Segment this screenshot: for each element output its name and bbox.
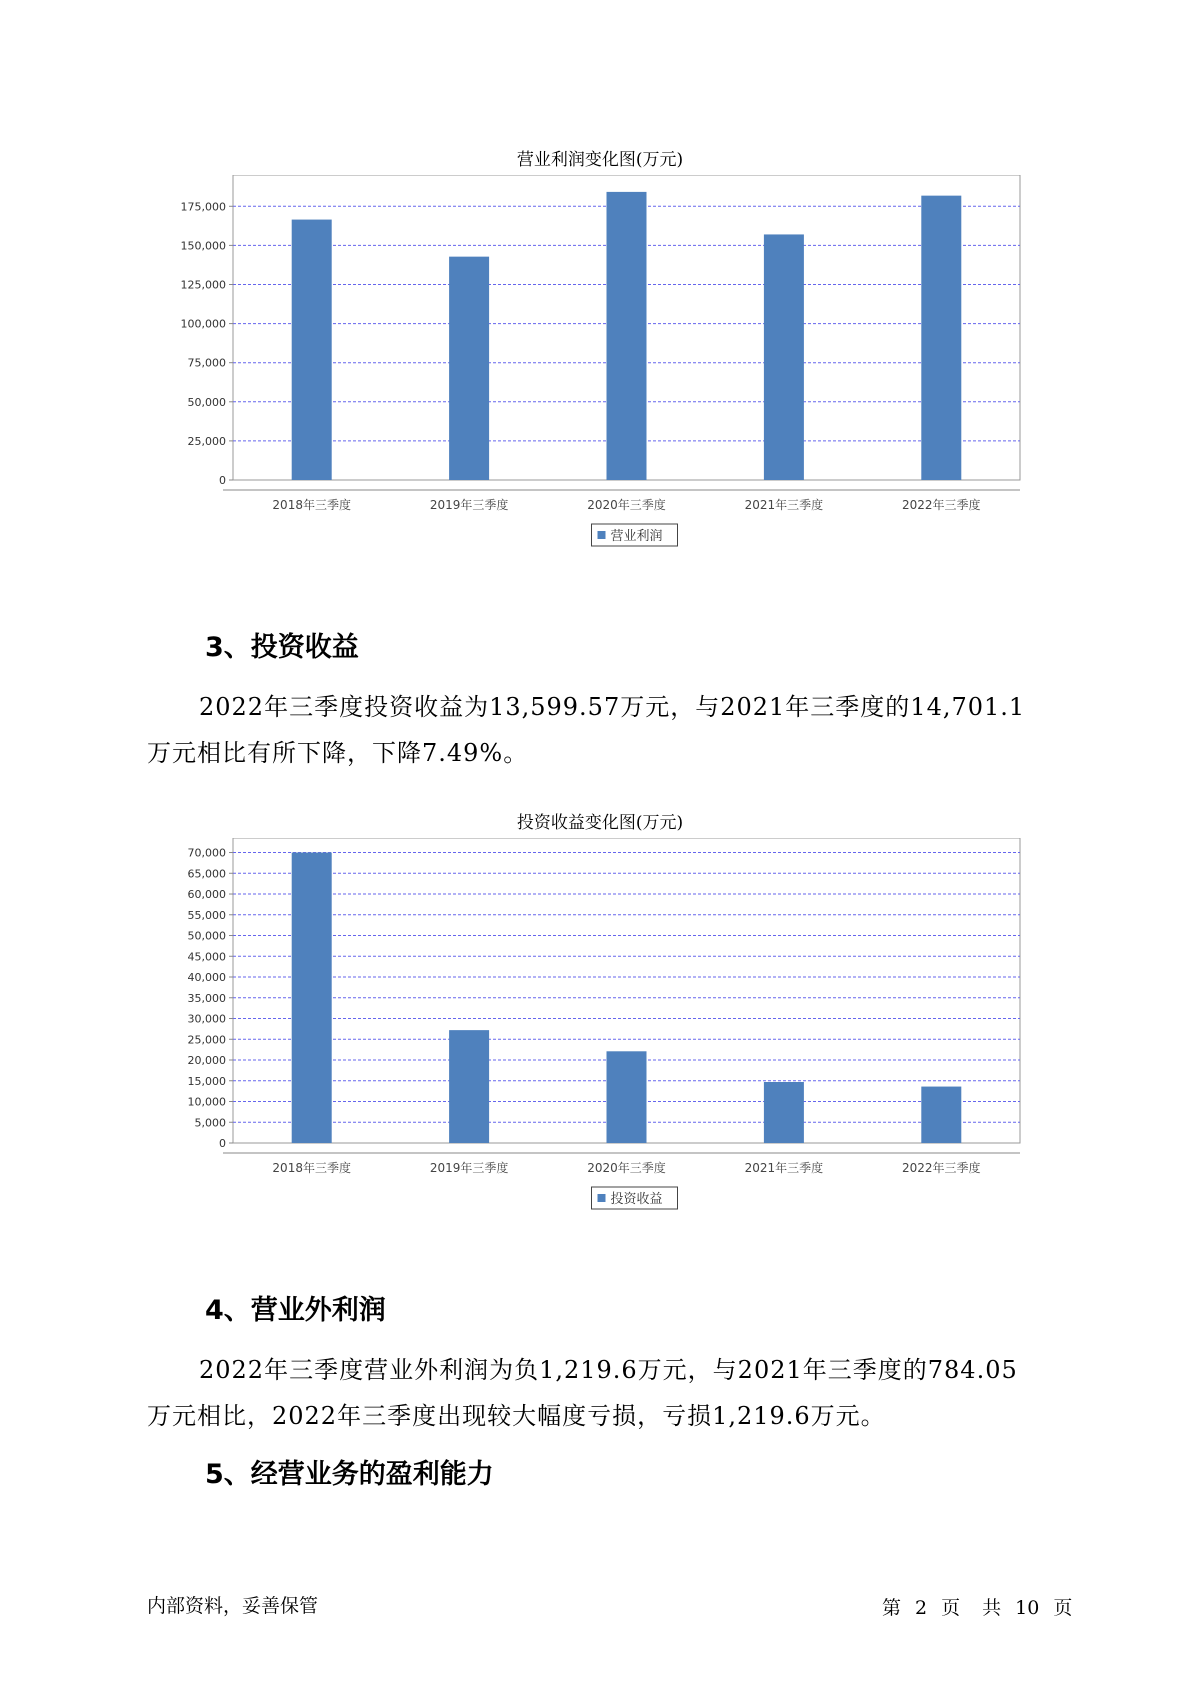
paragraph-investment-income [147,684,1062,776]
investment-income-chart [150,808,1050,1248]
paragraph-line: 万元相比有所下降，下降7.49%。 [147,739,529,767]
bar [292,853,332,1143]
paragraph-line: 2022年三季度投资收益为13,599.57万元，与2021年三季度的14,701.1 [199,693,1026,721]
x-tick-label: 2018年三季度 [272,498,351,512]
legend-swatch [598,1194,606,1202]
y-tick-label: 25,000 [187,434,226,448]
total-pages: 10 [1015,1597,1040,1619]
y-tick-label: 65,000 [187,867,226,881]
y-tick-label: 30,000 [187,1012,226,1026]
legend-label: 营业利润 [610,529,663,544]
y-tick-label: 35,000 [187,991,226,1005]
operating-profit-chart-svg [150,175,1050,585]
bar [449,257,489,480]
legend-swatch [598,531,606,539]
y-tick-label: 75,000 [187,356,226,370]
y-tick-label: 25,000 [187,1033,226,1047]
chart-title: 营业利润变化图(万元) [516,150,684,170]
y-tick-label: 0 [219,474,226,487]
bar [449,1030,489,1143]
operating-profit-chart [150,145,1050,585]
investment-income-chart-svg [150,838,1050,1248]
x-tick-label: 2020年三季度 [587,498,666,512]
x-tick-label: 2019年三季度 [429,498,509,512]
bar [607,1051,647,1143]
bar [292,220,332,480]
y-tick-label: 20,000 [187,1054,226,1068]
x-tick-label: 2022年三季度 [902,1161,981,1175]
legend-label: 投资收益 [610,1192,663,1207]
total-unit: 页 [1053,1597,1073,1619]
y-tick-label: 50,000 [187,395,226,409]
paragraph-line: 万元相比，2022年三季度出现较大幅度亏损，亏损1,219.6万元。 [147,1402,886,1430]
y-tick-label: 150,000 [180,239,226,253]
bar [764,1082,804,1143]
bar [607,192,647,480]
chart-title: 投资收益变化图(万元) [516,813,684,833]
x-tick-label: 2018年三季度 [272,1161,351,1175]
x-tick-label: 2020年三季度 [587,1161,666,1175]
y-tick-label: 10,000 [187,1095,226,1109]
y-tick-label: 50,000 [187,929,226,943]
section-heading-non-operating-profit: 4、营业外利润 [205,1295,386,1326]
y-tick-label: 0 [219,1137,226,1150]
page-prefix: 第 [882,1597,902,1619]
y-tick-label: 125,000 [180,278,226,292]
bar [921,196,961,480]
x-tick-label: 2019年三季度 [429,1161,509,1175]
y-tick-label: 60,000 [187,888,226,902]
footer-page-info [882,1593,1086,1620]
bar [764,234,804,480]
page-unit: 页 [941,1597,961,1619]
y-tick-label: 45,000 [187,950,226,964]
section-heading-profitability: 5、经营业务的盈利能力 [205,1459,494,1490]
section-heading-investment-income: 3、投资收益 [205,632,359,663]
bar [921,1087,961,1143]
page-number: 2 [915,1597,928,1619]
paragraph-non-operating-profit [147,1347,1062,1439]
x-tick-label: 2021年三季度 [744,1161,824,1175]
total-prefix: 共 [982,1597,1002,1619]
x-tick-label: 2022年三季度 [902,498,981,512]
paragraph-line: 2022年三季度营业外利润为负1,219.6万元，与2021年三季度的784.05 [199,1356,1018,1384]
y-tick-label: 55,000 [187,908,226,922]
y-tick-label: 175,000 [180,200,226,214]
y-tick-label: 100,000 [180,317,226,331]
y-tick-label: 15,000 [187,1074,226,1088]
footer-confidential-note: 内部资料，妥善保管 [147,1595,319,1617]
x-tick-label: 2021年三季度 [744,498,824,512]
y-tick-label: 5,000 [194,1116,226,1130]
y-tick-label: 70,000 [187,846,226,860]
y-tick-label: 40,000 [187,971,226,985]
